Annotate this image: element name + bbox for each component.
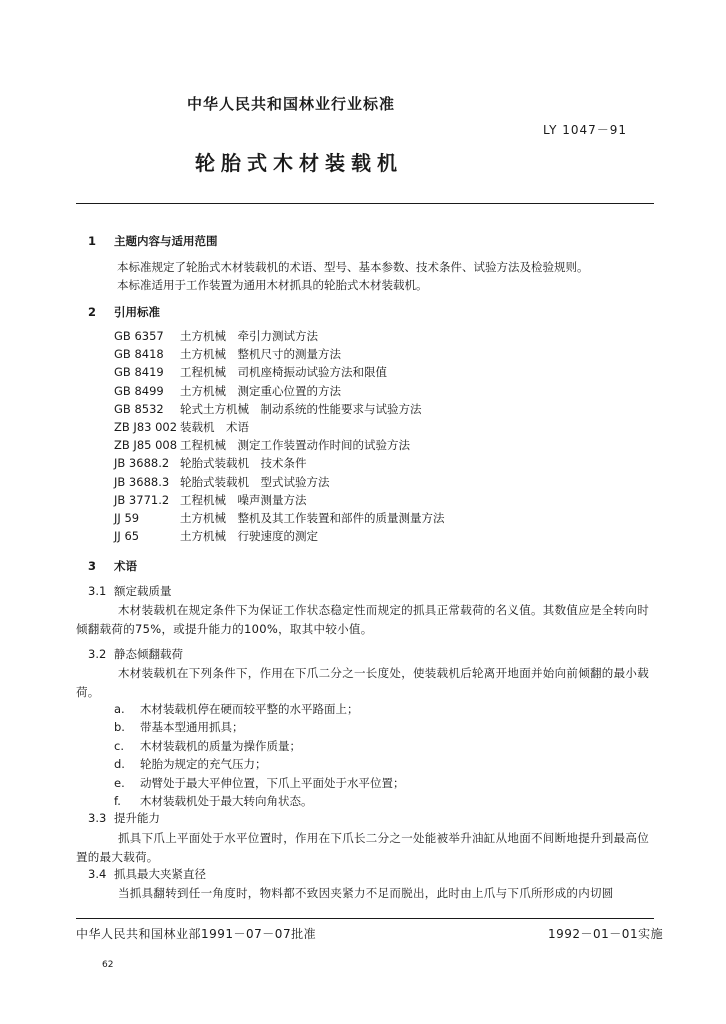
reference-code: JB 3688.2 bbox=[114, 456, 170, 471]
reference-item bbox=[114, 327, 445, 345]
list-item bbox=[114, 792, 405, 810]
list-text: 木材装载机处于最大转向角状态。 bbox=[140, 794, 313, 809]
list-item bbox=[114, 755, 405, 773]
subsection-3-2-heading bbox=[88, 646, 183, 662]
reference-code: GB 8418 bbox=[114, 347, 164, 362]
reference-item bbox=[114, 363, 445, 381]
reference-title: 轮胎式装载机 型式试验方法 bbox=[180, 474, 330, 489]
reference-item bbox=[114, 345, 445, 363]
approval-date: 中华人民共和国林业部1991－07－07批准 bbox=[76, 927, 317, 941]
subsection-3-1-heading bbox=[88, 583, 172, 599]
list-text: 木材装载机的质量为操作质量； bbox=[140, 738, 301, 753]
section-1-paragraph: 本标准适用于工作装置为通用木材抓具的轮胎式木材装载机。 bbox=[117, 278, 428, 292]
reference-code: JJ 59 bbox=[114, 511, 140, 526]
reference-title: 工程机械 司机座椅振动试验方法和限值 bbox=[180, 365, 387, 380]
section-title: 主题内容与适用范围 bbox=[114, 234, 218, 248]
section-1-paragraph: 本标准规定了轮胎式木材装载机的术语、型号、基本参数、技术条件、试验方法及检验规则。 bbox=[117, 260, 589, 274]
subsection-number: 3.2 bbox=[88, 647, 107, 661]
list-label: a. bbox=[114, 702, 125, 716]
subsection-title: 提升能力 bbox=[114, 811, 160, 825]
subsection-3-4-heading bbox=[88, 866, 206, 882]
section-title: 引用标准 bbox=[114, 305, 160, 319]
issuing-organization: 中华人民共和国林业行业标准 bbox=[187, 95, 396, 113]
reference-title: 土方机械 测定重心位置的方法 bbox=[180, 383, 341, 398]
list-item bbox=[114, 737, 405, 755]
section-2-heading bbox=[88, 304, 160, 320]
subsection-title: 抓具最大夹紧直径 bbox=[114, 867, 206, 881]
reference-code: GB 8419 bbox=[114, 365, 164, 380]
list-label: c. bbox=[114, 738, 124, 753]
reference-code: GB 8532 bbox=[114, 401, 164, 416]
reference-item bbox=[114, 418, 445, 436]
subsection-number: 3.4 bbox=[88, 867, 107, 881]
reference-item bbox=[114, 436, 445, 454]
list-label: b. bbox=[114, 720, 125, 735]
list-item bbox=[114, 774, 405, 792]
subsection-number: 3.1 bbox=[88, 584, 107, 598]
condition-list bbox=[114, 700, 405, 810]
reference-code: GB 6357 bbox=[114, 329, 164, 343]
footer-rule bbox=[76, 918, 654, 919]
subsection-3-4-text: 当抓具翻转到任一角度时，物料都不致因夹紧力不足而脱出，此时由上爪与下爪所形成的内切圆 bbox=[118, 886, 614, 900]
reference-title: 轮式土方机械 制动系统的性能要求与试验方法 bbox=[180, 401, 422, 416]
reference-list bbox=[114, 327, 445, 545]
reference-code: ZB J85 008 bbox=[114, 438, 178, 453]
reference-title: 土方机械 整机尺寸的测量方法 bbox=[180, 347, 341, 362]
section-number: 2 bbox=[88, 305, 97, 319]
header-rule bbox=[76, 203, 654, 204]
reference-item bbox=[114, 382, 445, 400]
subsection-3-3-text: 抓具下爪上平面处于水平位置时，作用在下爪长二分之一处能被举升油缸从地面不间断地提升到最高位置的最大载荷。 bbox=[76, 831, 649, 864]
reference-code: ZB J83 002 bbox=[114, 420, 178, 435]
reference-title: 装载机 术语 bbox=[180, 420, 249, 435]
reference-title: 土方机械 牵引力测试方法 bbox=[180, 329, 318, 343]
reference-code: JB 3688.3 bbox=[114, 474, 170, 489]
document-title: 轮胎式木材装载机 bbox=[195, 151, 403, 175]
section-title: 术语 bbox=[114, 559, 137, 573]
reference-title: 工程机械 测定工作装置动作时间的试验方法 bbox=[180, 438, 410, 453]
subsection-number: 3.3 bbox=[88, 811, 107, 825]
reference-title: 轮胎式装载机 技术条件 bbox=[180, 456, 307, 471]
section-number: 3 bbox=[88, 559, 97, 573]
reference-item bbox=[114, 509, 445, 527]
list-item bbox=[114, 718, 405, 736]
reference-code: JJ 65 bbox=[114, 529, 140, 544]
subsection-3-3-heading bbox=[88, 810, 160, 826]
reference-title: 工程机械 噪声测量方法 bbox=[180, 492, 307, 507]
subsection-3-1-text: 木材装载机在规定条件下为保证工作状态稳定性而规定的抓具正常载荷的名义值。其数值应是全转向时倾翻载荷的75%，或提升能力的100%，取其中较小值。 bbox=[76, 603, 649, 636]
section-3-heading bbox=[88, 558, 137, 574]
reference-code: JB 3771.2 bbox=[114, 492, 170, 507]
reference-item bbox=[114, 491, 445, 509]
list-label: f. bbox=[114, 794, 121, 809]
standard-code: LY 1047－91 bbox=[543, 123, 628, 137]
subsection-title: 额定载质量 bbox=[114, 584, 172, 598]
reference-title: 土方机械 行驶速度的测定 bbox=[180, 529, 318, 544]
section-1-heading bbox=[88, 233, 218, 249]
reference-title: 土方机械 整机及其工作装置和部件的质量测量方法 bbox=[180, 511, 445, 526]
subsection-title: 静态倾翻载荷 bbox=[114, 647, 183, 661]
reference-code: GB 8499 bbox=[114, 383, 164, 398]
reference-item bbox=[114, 454, 445, 472]
list-text: 轮胎为规定的充气压力； bbox=[140, 757, 267, 772]
list-label: e. bbox=[114, 775, 125, 790]
list-text: 木材装载机停在硬而较平整的水平路面上； bbox=[140, 702, 359, 716]
list-text: 带基本型通用抓具； bbox=[140, 720, 244, 735]
section-number: 1 bbox=[88, 234, 97, 248]
reference-item bbox=[114, 400, 445, 418]
reference-item bbox=[114, 527, 445, 545]
list-item bbox=[114, 700, 405, 718]
reference-item bbox=[114, 473, 445, 491]
list-label: d. bbox=[114, 757, 125, 772]
subsection-3-2-text: 木材装载机在下列条件下，作用在下爪二分之一长度处，使装载机后轮离开地面并始向前倾翻的最小载荷。 bbox=[76, 666, 649, 699]
list-text: 动臂处于最大平伸位置，下爪上平面处于水平位置； bbox=[140, 775, 405, 790]
page-number: 62 bbox=[102, 960, 114, 970]
effective-date: 1992－01－01实施 bbox=[548, 927, 664, 941]
